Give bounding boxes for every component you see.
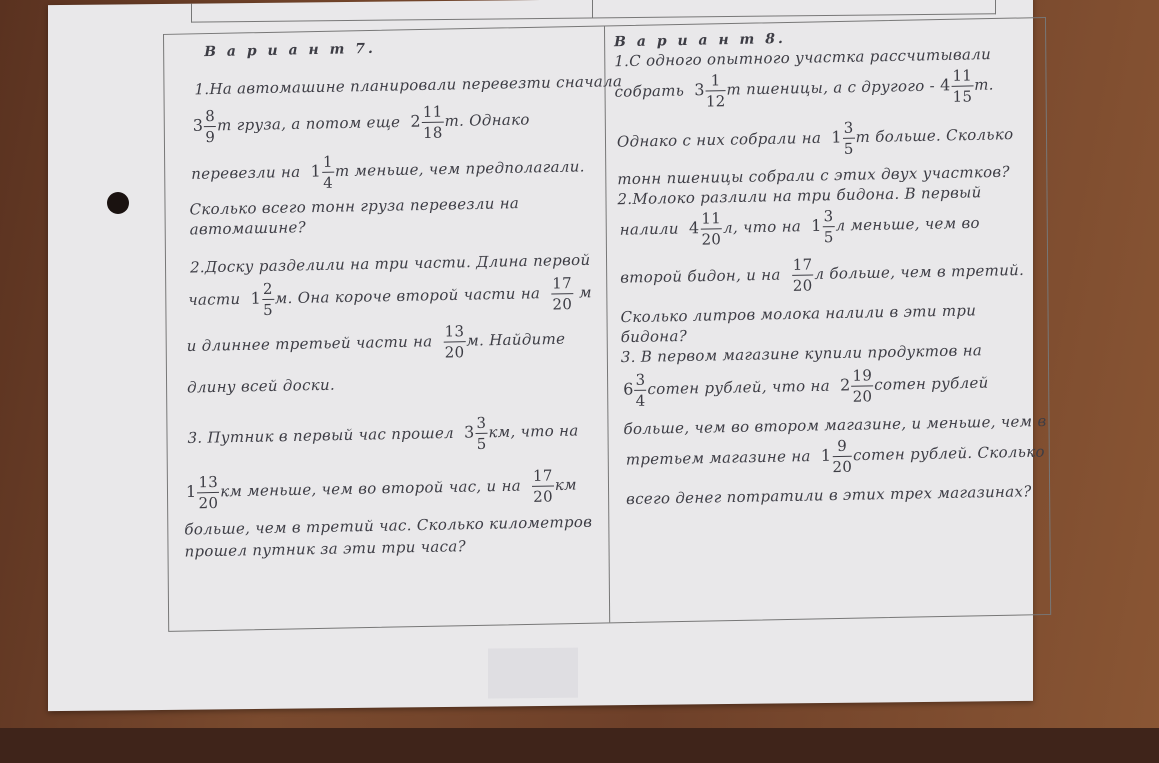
fraction: $\frac{11}{20}$ [701, 209, 722, 249]
v7-problem-3-line-2: 1 $\frac{13}{20}$ км меньше, чем во второй час, и на $\frac{17}{20}$ км [185, 466, 577, 513]
fraction: $\frac{17}{20}$ [792, 255, 813, 295]
v8-problem-2-line-4: Сколько литров молока налили в эти три [620, 301, 977, 327]
fraction: $\frac{11}{18}$ [422, 102, 443, 142]
v8-problem-3-line-3: больше, чем во втором магазине, и меньше, чем в [623, 412, 1047, 439]
v8-problem-3-line-2: 6 $\frac{3}{4}$ сотен рублей, что на 2 $\frac{19}{20}$ сотен рублей [623, 366, 989, 410]
desk-edge [0, 728, 1159, 763]
v7-problem-1-line-1: 1.На автомашине планировали перевезти сначала [194, 72, 623, 99]
v7-problem-3-line-3: больше, чем в третий час. Сколько километров [184, 512, 593, 539]
fraction: $\frac{17}{20}$ [552, 274, 573, 314]
fraction: $\frac{17}{20}$ [532, 466, 553, 506]
v7-problem-1-line-3: перевезли на 1 $\frac{1}{4}$ т меньше, чем предполагали. [191, 152, 585, 192]
v8-problem-1-line-2: собрать 3 $\frac{1}{12}$ т пшеницы, а с другого - 4 $\frac{11}{15}$ т. [614, 66, 994, 111]
variant-8-title: В а р и а н т 8. [614, 30, 786, 51]
variant-8-column [614, 18, 1047, 622]
column-divider [604, 26, 610, 622]
variants-table [163, 17, 1051, 632]
v8-problem-3-line-5: всего денег потратили в этих трех магазинах? [626, 482, 1032, 509]
v8-problem-3-line-4: третьем магазине на 1 $\frac{9}{20}$ сотен рублей. Сколько [625, 436, 1045, 477]
variant-7-column [174, 27, 623, 631]
variant-7-title: В а р и а н т 7. [204, 40, 376, 61]
v7-problem-1-line-2: 3 $\frac{8}{9}$ т груза, а потом еще 2 $\frac{11}{18}$ т. Однако [192, 102, 530, 147]
fraction: $\frac{3}{5}$ [843, 118, 854, 158]
fraction: $\frac{13}{20}$ [198, 472, 219, 513]
v8-problem-1-line-3: Однако с них собрали на 1 $\frac{3}{5}$ т больше. Сколько [616, 118, 1014, 158]
faint-print-smudge [488, 648, 578, 699]
v8-problem-3-line-1: 3. В первом магазине купили продуктов на [620, 341, 983, 367]
fraction: $\frac{19}{20}$ [852, 366, 873, 406]
fraction: $\frac{1}{4}$ [322, 152, 334, 192]
fraction: $\frac{3}{5}$ [476, 413, 487, 453]
v7-problem-2-line-1: 2.Доску разделили на три части. Длина первой [189, 250, 591, 277]
fraction: $\frac{3}{4}$ [635, 370, 646, 410]
v8-problem-2-line-5: бидона? [620, 326, 688, 347]
v7-problem-2-line-4: длину всей доски. [187, 375, 336, 397]
v7-problem-3-line-1: 3. Путник в первый час прошел 3 $\frac{3}{5}$ км, что на [187, 413, 579, 453]
fraction: $\frac{2}{5}$ [262, 279, 274, 320]
v8-problem-2-line-2: налили 4 $\frac{11}{20}$ л, что на 1 $\frac{3}{5}$ л меньше, чем во [619, 207, 980, 249]
v8-problem-1-line-1: 1.С одного опытного участка рассчитывали [614, 45, 992, 71]
fraction: $\frac{3}{5}$ [823, 207, 834, 247]
fraction: $\frac{11}{15}$ [952, 66, 973, 106]
v8-problem-1-line-4: тонн пшеницы собрали с этих двух участков? [617, 162, 1010, 189]
v7-problem-1-line-4: Сколько всего тонн груза перевезли на [189, 194, 520, 219]
fraction: $\frac{1}{12}$ [705, 71, 726, 111]
v8-problem-2-line-1: 2.Молоко разлили на три бидона. В первый [617, 183, 982, 209]
v7-problem-1-line-5: автомашине? [189, 218, 307, 239]
paper-sheet [48, 0, 1047, 711]
v8-problem-2-line-3: второй бидон, и на $\frac{17}{20}$ л больше, чем в третий. [620, 255, 1025, 295]
punch-hole [107, 192, 129, 214]
v7-problem-3-line-4: прошел путник за эти три часа? [184, 537, 467, 561]
v7-problem-2-line-2: части 1 $\frac{2}{5}$ м. Она короче второй части на $\frac{17}{20}$ м [188, 274, 592, 320]
fraction: $\frac{9}{20}$ [832, 436, 853, 477]
fraction: $\frac{8}{9}$ [205, 106, 216, 147]
v7-problem-2-line-3: и длиннее третьей части на $\frac{13}{20}$ м. Найдите [186, 322, 566, 362]
previous-table-edge [191, 0, 996, 23]
fraction: $\frac{13}{20}$ [444, 322, 465, 362]
